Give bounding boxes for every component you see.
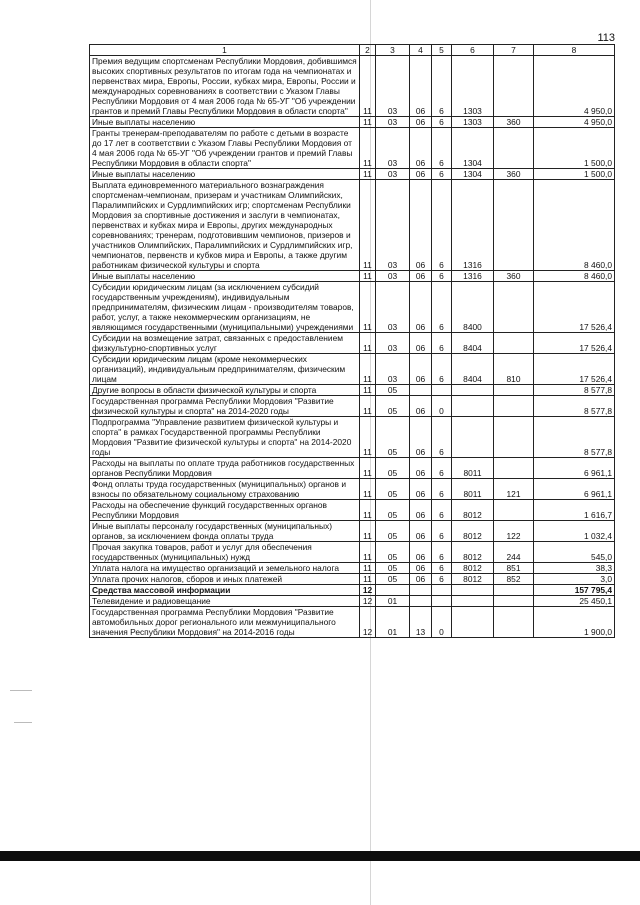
- subsection-code-cell: 03: [376, 282, 410, 333]
- subsection-code-cell: 03: [376, 271, 410, 282]
- item-code-cell: 8012: [452, 563, 494, 574]
- row-name-cell: Субсидии юридическим лицам (кроме некоммерческих организаций), индивидуальным предпринимателям, физическим лицам: [90, 354, 360, 385]
- subsection-code-cell: 03: [376, 128, 410, 169]
- expense-type-cell: 121: [494, 479, 534, 500]
- program-code-cell: 06: [410, 458, 432, 479]
- subprogram-code-cell: 6: [432, 354, 452, 385]
- program-code-cell: 06: [410, 574, 432, 585]
- header-row: [90, 45, 615, 56]
- program-code-cell: 06: [410, 500, 432, 521]
- subprogram-code-cell: [432, 585, 452, 596]
- program-code-cell: 06: [410, 417, 432, 458]
- section-code-cell: 11: [360, 117, 376, 128]
- row-name-cell: Уплата налога на имущество организаций и земельного налога: [90, 563, 360, 574]
- program-code-cell: 06: [410, 271, 432, 282]
- subprogram-code-cell: [432, 385, 452, 396]
- row-name-cell: Иные выплаты персоналу государственных (муниципальных) органов, за исключением фонда оплаты труда: [90, 521, 360, 542]
- table-row: [90, 56, 615, 117]
- item-code-cell: [452, 607, 494, 638]
- section-code-cell: 11: [360, 563, 376, 574]
- expense-type-cell: [494, 180, 534, 271]
- subprogram-code-cell: 6: [432, 117, 452, 128]
- section-code-cell: 11: [360, 396, 376, 417]
- item-code-cell: 1303: [452, 117, 494, 128]
- table-row: [90, 542, 615, 563]
- row-name-cell: Уплата прочих налогов, сборов и иных платежей: [90, 574, 360, 585]
- program-code-cell: 06: [410, 354, 432, 385]
- subsection-code-cell: 03: [376, 354, 410, 385]
- table-row: [90, 180, 615, 271]
- table-row: [90, 282, 615, 333]
- expense-type-cell: [494, 333, 534, 354]
- expense-type-cell: 122: [494, 521, 534, 542]
- program-code-cell: 06: [410, 282, 432, 333]
- expense-type-cell: 851: [494, 563, 534, 574]
- section-code-cell: 12: [360, 585, 376, 596]
- subprogram-code-cell: 0: [432, 607, 452, 638]
- item-code-cell: 8012: [452, 521, 494, 542]
- subprogram-code-cell: 6: [432, 56, 452, 117]
- program-code-cell: [410, 385, 432, 396]
- row-name-cell: Подпрограмма "Управление развитием физической культуры и спорта" в рамках Государственной программы Республики Мордовия "Развитие физической культуры и спорта" на 2014-2020 годы: [90, 417, 360, 458]
- row-name-cell: Государственная программа Республики Мордовия "Развитие автомобильных дорог регионального или межмуниципального значения Республики Мордовия" на 2014-2016 годы: [90, 607, 360, 638]
- amount-cell: 3,0: [534, 574, 615, 585]
- expense-type-cell: [494, 585, 534, 596]
- scan-mark: [10, 690, 32, 691]
- row-name-cell: Государственная программа Республики Мордовия "Развитие физической культуры и спорта" на 2014-2020 годы: [90, 396, 360, 417]
- subprogram-code-cell: 6: [432, 500, 452, 521]
- subsection-code-cell: 05: [376, 563, 410, 574]
- expense-type-cell: [494, 500, 534, 521]
- table-row: [90, 271, 615, 282]
- expense-type-cell: [494, 417, 534, 458]
- expense-type-cell: 852: [494, 574, 534, 585]
- expense-type-cell: [494, 607, 534, 638]
- expense-type-cell: 244: [494, 542, 534, 563]
- subprogram-code-cell: 6: [432, 563, 452, 574]
- item-code-cell: [452, 585, 494, 596]
- subprogram-code-cell: 6: [432, 180, 452, 271]
- table-row: [90, 354, 615, 385]
- section-code-cell: 11: [360, 458, 376, 479]
- section-code-cell: 11: [360, 574, 376, 585]
- subprogram-code-cell: 6: [432, 271, 452, 282]
- item-code-cell: 8012: [452, 500, 494, 521]
- row-name-cell: Субсидии юридическим лицам (за исключением субсидий государственным учреждениям), индивидуальным предпринимателям, физическим лицам - производителям товаров, работ, услуг, а также некоммерческим организациям, не являющимся государственными (муниципальными) учреждениями: [90, 282, 360, 333]
- table-row: [90, 385, 615, 396]
- row-name-cell: Иные выплаты населению: [90, 169, 360, 180]
- table-row: [90, 417, 615, 458]
- program-code-cell: [410, 585, 432, 596]
- amount-cell: 8 577,8: [534, 396, 615, 417]
- column-header: 4: [410, 45, 432, 56]
- column-header: 7: [494, 45, 534, 56]
- amount-cell: 6 961,1: [534, 458, 615, 479]
- expense-type-cell: 360: [494, 117, 534, 128]
- section-code-cell: 11: [360, 128, 376, 169]
- program-code-cell: 13: [410, 607, 432, 638]
- subsection-code-cell: [376, 585, 410, 596]
- table-row: [90, 596, 615, 607]
- row-name-cell: Средства массовой информации: [90, 585, 360, 596]
- section-code-cell: 11: [360, 385, 376, 396]
- amount-cell: 157 795,4: [534, 585, 615, 596]
- amount-cell: 4 950,0: [534, 117, 615, 128]
- expense-type-cell: 810: [494, 354, 534, 385]
- program-code-cell: 06: [410, 521, 432, 542]
- subprogram-code-cell: 6: [432, 574, 452, 585]
- program-code-cell: 06: [410, 128, 432, 169]
- table-row: [90, 479, 615, 500]
- row-name-cell: Выплата единовременного материального вознаграждения спортсменам-чемпионам, призерам и участникам Олимпийских, Паралимпийских и Сурдлимпийских игр; спортсменам Республики Мордовия за спортивные достижения и заслуги в чемпионатах, первенствах и кубках мира и Европы, других международных соревнованиях; тренерам, подготовившим чемпионов, призеров и участников Олимпийских, Паралимпийских и Сурдлимпийских игр, чемпионатов, первенств и кубков мира и Европы, а также другим работникам физической культуры и спорта: [90, 180, 360, 271]
- subprogram-code-cell: 6: [432, 458, 452, 479]
- table-row: [90, 500, 615, 521]
- program-code-cell: 06: [410, 479, 432, 500]
- section-code-cell: 11: [360, 56, 376, 117]
- program-code-cell: [410, 596, 432, 607]
- row-name-cell: Расходы на обеспечение функций государственных органов Республики Мордовия: [90, 500, 360, 521]
- amount-cell: 6 961,1: [534, 479, 615, 500]
- subprogram-code-cell: 6: [432, 128, 452, 169]
- table-row: [90, 333, 615, 354]
- subsection-code-cell: 05: [376, 396, 410, 417]
- item-code-cell: 1303: [452, 56, 494, 117]
- row-name-cell: Иные выплаты населению: [90, 117, 360, 128]
- amount-cell: 17 526,4: [534, 333, 615, 354]
- subsection-code-cell: 03: [376, 117, 410, 128]
- subsection-code-cell: 01: [376, 596, 410, 607]
- column-header: 8: [534, 45, 615, 56]
- row-name-cell: Фонд оплаты труда государственных (муниципальных) органов и взносы по обязательному социальному страхованию: [90, 479, 360, 500]
- amount-cell: 545,0: [534, 542, 615, 563]
- column-header: 2: [360, 45, 376, 56]
- scan-mark: [14, 722, 32, 723]
- subprogram-code-cell: 6: [432, 521, 452, 542]
- subsection-code-cell: 05: [376, 500, 410, 521]
- program-code-cell: 06: [410, 56, 432, 117]
- section-code-cell: 11: [360, 542, 376, 563]
- table-row: [90, 521, 615, 542]
- program-code-cell: 06: [410, 563, 432, 574]
- expense-type-cell: [494, 596, 534, 607]
- column-header: 1: [90, 45, 360, 56]
- section-code-cell: 11: [360, 169, 376, 180]
- expense-type-cell: [494, 282, 534, 333]
- amount-cell: 1 616,7: [534, 500, 615, 521]
- section-code-cell: 11: [360, 282, 376, 333]
- amount-cell: 4 950,0: [534, 56, 615, 117]
- expense-type-cell: [494, 128, 534, 169]
- expense-type-cell: [494, 385, 534, 396]
- row-name-cell: Прочая закупка товаров, работ и услуг для обеспечения государственных (муниципальных) нужд: [90, 542, 360, 563]
- amount-cell: 8 460,0: [534, 271, 615, 282]
- amount-cell: 1 500,0: [534, 128, 615, 169]
- program-code-cell: 06: [410, 180, 432, 271]
- table-row: [90, 396, 615, 417]
- section-code-cell: 11: [360, 354, 376, 385]
- subsection-code-cell: 05: [376, 417, 410, 458]
- subsection-code-cell: 01: [376, 607, 410, 638]
- amount-cell: 1 032,4: [534, 521, 615, 542]
- row-name-cell: Премия ведущим спортсменам Республики Мордовия, добившимся высоких спортивных результатов по итогам года на чемпионатах и первенствах мира, Европы, России, кубках мира, Европы, России и международных соревнованиях в соответствии с Указом Главы Республики Мордовия от 4 мая 2006 года № 65-УГ "Об учреждении грантов и премий Главы Республики Мордовия в области спорта": [90, 56, 360, 117]
- item-code-cell: 8011: [452, 458, 494, 479]
- item-code-cell: 8011: [452, 479, 494, 500]
- subsection-code-cell: 05: [376, 542, 410, 563]
- scan-bottom-bar: [0, 851, 640, 861]
- item-code-cell: [452, 396, 494, 417]
- subsection-code-cell: 05: [376, 479, 410, 500]
- expense-type-cell: [494, 56, 534, 117]
- item-code-cell: 8404: [452, 354, 494, 385]
- program-code-cell: 06: [410, 117, 432, 128]
- section-code-cell: 11: [360, 417, 376, 458]
- subsection-code-cell: 05: [376, 385, 410, 396]
- amount-cell: 1 900,0: [534, 607, 615, 638]
- amount-cell: 38,3: [534, 563, 615, 574]
- subsection-code-cell: 05: [376, 574, 410, 585]
- budget-table: [89, 44, 615, 638]
- section-code-cell: 11: [360, 521, 376, 542]
- row-name-cell: Гранты тренерам-преподавателям по работе с детьми в возрасте до 17 лет в соответствии с Указом Главы Республики Мордовия от 4 мая 2006 года № 65-УГ "Об учреждении грантов и премий Главы Республики Мордовия в области спорта": [90, 128, 360, 169]
- table-row: [90, 128, 615, 169]
- table-row: [90, 169, 615, 180]
- page-number: 113: [597, 32, 615, 44]
- subprogram-code-cell: 6: [432, 282, 452, 333]
- row-name-cell: Субсидии на возмещение затрат, связанных с предоставлением физкультурно-спортивных услуг: [90, 333, 360, 354]
- item-code-cell: 1316: [452, 180, 494, 271]
- amount-cell: 25 450,1: [534, 596, 615, 607]
- amount-cell: 8 577,8: [534, 417, 615, 458]
- item-code-cell: 1304: [452, 128, 494, 169]
- column-header: 5: [432, 45, 452, 56]
- amount-cell: 8 577,8: [534, 385, 615, 396]
- section-code-cell: 11: [360, 271, 376, 282]
- subsection-code-cell: 03: [376, 56, 410, 117]
- expense-type-cell: 360: [494, 271, 534, 282]
- expense-type-cell: [494, 396, 534, 417]
- item-code-cell: [452, 596, 494, 607]
- row-name-cell: Иные выплаты населению: [90, 271, 360, 282]
- item-code-cell: 8400: [452, 282, 494, 333]
- amount-cell: 1 500,0: [534, 169, 615, 180]
- subsection-code-cell: 03: [376, 333, 410, 354]
- subprogram-code-cell: 0: [432, 396, 452, 417]
- item-code-cell: [452, 417, 494, 458]
- subprogram-code-cell: 6: [432, 333, 452, 354]
- row-name-cell: Расходы на выплаты по оплате труда работников государственных органов Республики Мордовия: [90, 458, 360, 479]
- row-name-cell: Другие вопросы в области физической культуры и спорта: [90, 385, 360, 396]
- subsection-code-cell: 03: [376, 169, 410, 180]
- subprogram-code-cell: 6: [432, 479, 452, 500]
- table-row: [90, 458, 615, 479]
- table-body: [90, 56, 615, 638]
- subprogram-code-cell: [432, 596, 452, 607]
- expense-type-cell: [494, 458, 534, 479]
- item-code-cell: 1316: [452, 271, 494, 282]
- item-code-cell: [452, 385, 494, 396]
- section-code-cell: 11: [360, 500, 376, 521]
- table-row: [90, 563, 615, 574]
- subsection-code-cell: 05: [376, 521, 410, 542]
- section-code-cell: 12: [360, 607, 376, 638]
- table-row: [90, 585, 615, 596]
- amount-cell: 8 460,0: [534, 180, 615, 271]
- subprogram-code-cell: 6: [432, 169, 452, 180]
- program-code-cell: 06: [410, 542, 432, 563]
- expense-type-cell: 360: [494, 169, 534, 180]
- item-code-cell: 8012: [452, 574, 494, 585]
- column-header: 6: [452, 45, 494, 56]
- amount-cell: 17 526,4: [534, 282, 615, 333]
- subprogram-code-cell: 6: [432, 417, 452, 458]
- subprogram-code-cell: 6: [432, 542, 452, 563]
- column-header: 3: [376, 45, 410, 56]
- amount-cell: 17 526,4: [534, 354, 615, 385]
- section-code-cell: 11: [360, 479, 376, 500]
- program-code-cell: 06: [410, 333, 432, 354]
- section-code-cell: 11: [360, 333, 376, 354]
- table-row: [90, 607, 615, 638]
- subsection-code-cell: 05: [376, 458, 410, 479]
- program-code-cell: 06: [410, 169, 432, 180]
- subsection-code-cell: 03: [376, 180, 410, 271]
- item-code-cell: 1304: [452, 169, 494, 180]
- item-code-cell: 8404: [452, 333, 494, 354]
- table-row: [90, 574, 615, 585]
- row-name-cell: Телевидение и радиовещание: [90, 596, 360, 607]
- item-code-cell: 8012: [452, 542, 494, 563]
- table-row: [90, 117, 615, 128]
- program-code-cell: 06: [410, 396, 432, 417]
- section-code-cell: 11: [360, 180, 376, 271]
- section-code-cell: 12: [360, 596, 376, 607]
